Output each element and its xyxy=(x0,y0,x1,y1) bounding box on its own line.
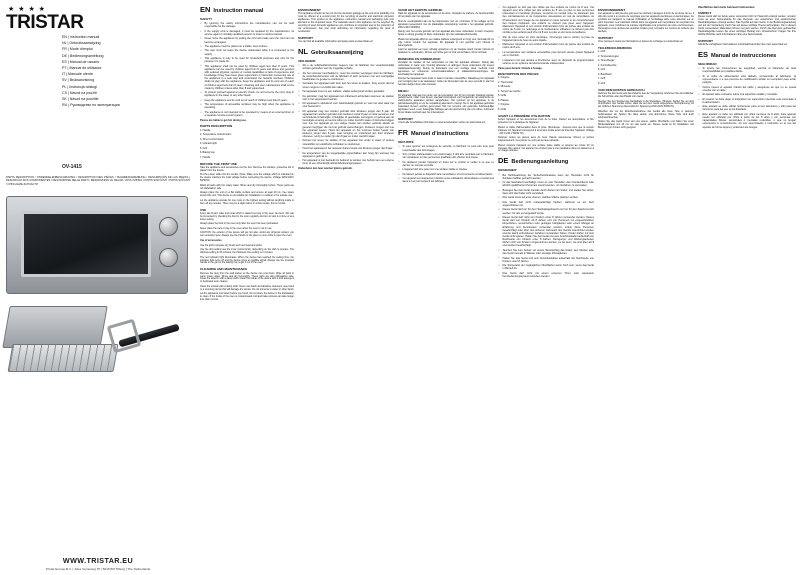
list-item: • Dit apparaat is uitsluitend voor huishoudelijk gebruik en voor het doel waar het voor bestemd is. xyxy=(303,102,395,108)
language-item: ES | Manual de usuario xyxy=(62,59,100,64)
cover-panel xyxy=(0,0,196,575)
note-hot-surfaces-nl: Onderdelen kan heet worden tijdens gebruik. xyxy=(298,167,353,171)
language-item: RU | Руководство по эксплуатации xyxy=(62,103,120,108)
list-item: • The appliance must be placed on a stable, level surface. xyxy=(205,45,295,48)
list-item: Use the drip setting use the inner control knob, depending on the dish to prepare. The drip/tray setting is 10 minutes; the thickness time setting is 2 minutes. xyxy=(200,248,294,254)
list-item: CAUTION: the exterior of the device will get hot also. Avoid any physical contact; you can seriously injure. Always use the handle or the glove or oven mitts to open the oven. xyxy=(200,231,294,238)
list-item: • Ist das Netzkabel beschädigt, muss es vom Hersteller, dem Kundendienst oder ähnlich qualifizierten Personen ersetzt werden, um Gefahren zu vermeiden. xyxy=(503,181,595,187)
list-safety-de xyxy=(498,174,594,279)
cleaning-list-nl xyxy=(398,62,494,87)
list-item: 1. Griff xyxy=(598,50,606,54)
list-item: Always place the food in the oven only after the oven has been preheated. xyxy=(200,222,279,226)
company-address: Tristar Europe B.V. | Jules Verneweg 87 | 5015 BH Tilburg | The Netherlands xyxy=(45,566,151,571)
heading-cleaning-en: CLEANING AND MAINTENANCE xyxy=(200,267,248,272)
list-item: • Ne laissez jamais le dispositif sans surveillance s'il est connecté à l'alimentation. xyxy=(403,173,495,176)
list-item: Waschen Sie vor der Erstinbetriebnahme des Geräts alle losen Teile in warmem Seifenwasser ab. Spülen Sie alles sauber und abtrocknen. Diese Teile sind auch spülmaschinenfest. xyxy=(598,109,694,119)
list-item: Placez toujours l'appareil sur une surface plane stable et assurez au moins 20 cm d'espace libre autour. Cet appareil ne convient pas à une installation dans un placard ou à un usage extérieur. xyxy=(498,143,594,153)
list-item: Sluit de voedingskabel aan op het stopcontact. (Let op: controleer of het voltage op het apparaat overeenkomt met de plaatselijke netspanning voordat u het apparaat gebruikt. 220V-240V 50/60Hz) xyxy=(398,19,494,29)
before-list-en xyxy=(200,167,294,206)
column-en-1 xyxy=(200,6,294,571)
list-item: • L'appareil doit être posé sur une surface stable et nivelée. xyxy=(403,168,495,171)
list-item: • Cet appareil ne doit pas être utilisé par des enfants de moins de 8 ans. Cet appareil peut être utilisé par des enfants de 8 ans ou plus et des personnes présentant un handicap physique, sensoriel ou mental voire ne disposant pas des connaissances et de l'expérience nécessaires en cas de surveillance ou d'instructions sur l'usage de cet appareil en toute sécurité et de compréhension des risques impliqués. Les enfants ne doivent pas jouer avec l'appareil. Maintenez l'appareil et son cordon d'alimentation hors de portée des enfants de moins de 8 ans. Le nettoyage et la maintenance utilisateur ne doivent pas être confiés à des enfants sauf s'ils ont 8 ans ou plus et sont sous surveillance. xyxy=(503,6,595,34)
list-item: • The temperature of accessible surfaces may be high when the appliance is operating. xyxy=(205,103,295,109)
list-item: • Este aparato se debe utilizar únicamente para el uso doméstico y sólo para las funciones para las que se ha diseñado. xyxy=(703,105,797,111)
list-item: 3. Timer-Regler xyxy=(598,59,615,63)
list-item: Remove the plug from the wall socket so the device can cool down. Wipe all parts in warm soapy water. Rinse and dry thoroughly. These parts are also dishwasher safe. Clean the exterior with a damp cloth. Clean the inside of the device with a mild detergent or dedicated oven cleaner. xyxy=(200,271,294,284)
column-en-2-nl xyxy=(298,6,394,571)
list-item: • Bewegen Sie das Gerät niemals durch Ziehen am Kabel, und stellen Sie sicher, dass sich das Kabel nicht verwickelt. xyxy=(503,189,595,195)
list-item: 8. Grill xyxy=(598,81,605,85)
section-header-de xyxy=(498,157,594,166)
list-item: Mettez le câble d'alimentation dans la prise. (Remarque : Assurez-vous que la tension indiquée sur l'appareil correspond à la tension locale avant de brancher l'appareil. Voltage : 220 V-240 V 50/60 Hz) xyxy=(498,125,594,135)
list-item: • This appliance shall not be used by children aged less than 8 years. This appliance can be used by children aged from 8 years and above and persons with reduced physical, sensory or mental capabilities or lack of experience and knowledge if they have been given supervision or instruction concerning use of the appliance in a safe way and understand the hazards involved. Children shall not play with the appliance. Keep the appliance and its cord out of reach of children aged less than 8 years. Cleaning and user maintenance shall not be made by children unless older than 8 and supervised. xyxy=(205,65,295,90)
heading-support-fr: SUPPORT xyxy=(598,35,613,40)
list-item: Nehmen Sie das Gerät und das Zubehör aus der Verpackung. Entfernen Sie die Aufkleber, die Schutzfolie oder das Plastik vom Gerät. xyxy=(598,92,694,98)
language-item: IT | Manuale utente xyxy=(62,72,93,77)
language-item: SV | Bruksanvisning xyxy=(62,78,95,83)
language-title-en: Instruction manual xyxy=(213,8,264,14)
language-item: FR | Mode d'emploi xyxy=(62,47,93,52)
heading-safety-nl: VEILIGHEID xyxy=(298,58,316,63)
list-item: • Dieses Gerät darf nur für den Haushaltsgebrauch und nur für den Zweck benutzt werden, für den es hergestellt wurde. xyxy=(503,208,595,214)
list-item: • Houd het apparaat en het netsnoer buiten bereik van kinderen jonger dan 8 jaar. xyxy=(303,147,395,150)
list-item: • Cet appareil est uniquement destiné à des utilisations domestiques et seulement dans le but pour lequel il est fabriqué. xyxy=(403,177,495,183)
list-item: Stellen Sie das Gerät immer auf eine ebene, stabile Oberfläche und halten Sie einen Mindestabstand von 20 cm um das Gerät ein. Dieses Gerät ist für Installation und Benutzung im Freien nicht geeignet. xyxy=(598,120,694,130)
heading-parts-de: TEILEBESCHREIBUNG xyxy=(598,45,632,50)
language-item: PL | Instrukcja obsługi xyxy=(62,84,97,89)
list-item: Plaats het apparaat altijd op een vlakke stabiele ondergrond en zorg voor minimaal 20 cm vrije ruimte rondom het apparaat. Dit apparaat is niet geschikt voor inbouw of buitengebruik. xyxy=(398,37,494,47)
list-item: • Never move the appliance by pulling the cord and make sure the cord can not become entangled. xyxy=(205,37,295,43)
list-item: 1. Poignée xyxy=(498,76,510,80)
list-item: Put the power cable into the socket. (Note: Make sure the voltage which is indicated on the device matches the local voltage before connecting the device. Voltage 220V-240V, 50/60Hz) xyxy=(200,173,294,183)
environment-text-nl: Dit apparaat mag aan het einde van de levensduur niet bij het normale huisafval worden gedeponeerd, maar moet bij een speciaal inzamelpunt voor hergebruik van elektrische en elektronische apparaten worden aangeboden. Het symbool op het apparaat, in de gebruiksaanwijzing en op de verpakking attendeert u hierop. De in het apparaat gebruikte materialen kunnen worden gerecycled. Met het recyclen van gebruikte huishoudelijke apparaten levert u een belangrijke bijdrage aan de bescherming van ons milieu. Informeer bij uw lokale overheid naar het inzamelpunt. xyxy=(398,93,494,115)
column-de-es xyxy=(698,6,796,571)
list-item: • El aparato debe colocarse sobre una superficie estable y nivelada. xyxy=(703,93,797,96)
list-item: • De gebruiker mag het apparaat niet onbeheerd achterlaten wanneer de stekker zich in het stopcontact bevindt. xyxy=(303,95,395,101)
list-item: The red indicator light illuminates. When the device has reached the setting time, the indicator light turns off and the device gives an audible signal. Always use the provided handle to the grid or the baking tray to get it out of the oven. xyxy=(200,255,294,265)
list-item: Always place the unit on a flat stable surface and ensure at least 20 cm. free space around the unit. This device is not suitable for installation in a cabinet or for outside use. xyxy=(200,191,294,198)
heading-before-first-use-en: BEFORE THE FIRST USE xyxy=(200,161,237,166)
section-header-nl xyxy=(298,48,394,57)
list-item: • The user must not leave the device unattended while it is connected to the supply. xyxy=(205,49,295,55)
list-item: Haal het apparaat en de accessoires uit de doos. Verwijder de stickers, de beschermfolie of het plastic van het apparaat. xyxy=(398,12,494,19)
heading-cleaning-nl: REINIGING EN ONDERHOUD xyxy=(398,56,441,61)
language-code-en: EN xyxy=(200,5,211,14)
support-text-fr: Vous retrouvez toutes les informations et pièces de rechange sur www.tristar.eu! xyxy=(598,39,683,43)
oven-image xyxy=(6,196,188,294)
column-nl-2-fr xyxy=(398,6,494,571)
heading-before-first-use-fr: AVANT LA PREMIÈRE UTILISATION xyxy=(498,113,551,118)
list-item: 2. Thermostat xyxy=(498,80,513,84)
language-title-nl: Gebruiksaanwijzing xyxy=(311,49,364,56)
language-item: CS | Návod na použití xyxy=(62,90,97,95)
language-code-nl: NL xyxy=(298,46,308,56)
heading-safety-de: SICHERHEIT xyxy=(498,168,517,173)
list-item: Never place the rack or tray in the oven when the oven is not in use. xyxy=(200,226,273,230)
heading-before-first-use-nl: VOOR HET EERSTE GEBRUIK xyxy=(398,8,443,12)
language-item: EN | Instruction manual xyxy=(62,35,100,39)
list-item: • Het apparaat is niet bedoeld om bediend te worden met behulp van een externe timer of een afzonderlijk afstandsbedieningssysteem. xyxy=(303,159,395,165)
list-item: • Dit apparaat mag niet worden gebruikt door kinderen jonger dan 8 jaar. Dit apparaat kan worden gebruikt door kinderen vanaf 8 jaar en door personen met verminderde lichamelijke, zintuiglijke of geestelijke vermogens of gebrek aan de benodigde ervaring en kennis indien ze onder toezicht staan of instructies krijgen over hoe het apparaat op een veilige manier kan worden gebruikt alsook de gevaren begrijpen die met het gebruik samenhangen. Kinderen mogen niet met het apparaat spelen. Houd het apparaat en het netsnoer buiten bereik van kinderen jonger dan 8 jaar. Laat reiniging en onderhoud niet door kinderen uitvoeren, tenzij ze ouder zijn dan 8 jaar en onder toezicht staan. xyxy=(303,110,395,138)
environment-text-de: Dieses Gerät darf am Ende seiner Lebenszeit nicht im Hausmüll entsorgt werden, sondern muss an einer Sammelstelle für das Recyceln von elektrischen und elektronischen Haushaltsgeräten entsorgt werden. Das Symbol auf dem Gerät, in der Bedienungsanleitung und auf der Verpackung macht Sie auf dieses wichtige Thema aufmerksam. Die in diesem Gerät verwendeten Materialien können recycelt werden. Durch das Recyceln gebrauchter Haushaltsgeräte leisten Sie einen wichtigen Beitrag zum Umweltschutz. Fragen Sie Ihre örtliche Behörde nach Informationen über eine Sammelstelle. xyxy=(698,15,796,37)
list-item: 2. Temperature control button xyxy=(200,133,232,137)
list-safety-es xyxy=(698,67,796,128)
parts-description-multilang: PARTS DESCRIPTION / ONDERDELENBESCHRIJVING / DESCRIPTION DES PIÈCES / TEILEBESCHREIBUNG / DESCRIPCIÓN DE LAS PIEZAS / DESCRIÇÃO DOS COMPONENTES / DESCRIZIONE DELLE PARTI / BESKRIVNING AV DELAR / OPIS CZĘŚCI / POPIS SOUČÁSTÍ / POPIS SÚČASTÍ / ОПИСАНИЕ ЗАПЧАСТИ xyxy=(6,176,190,186)
heading-safety-es: SEGURIDAD xyxy=(698,62,717,67)
support-text-nl: U kunt alle beschikbare informatie en reserveonderdelen vinden op www.tristar.eu! xyxy=(398,121,486,125)
heading-safety-fr: SÉCURITÉ xyxy=(398,140,414,145)
list-item: • Als u de veiligheidsinstructies negeert, kan de fabrikant niet verantwoordelijk worden gehouden voor de mogelijke schade. xyxy=(303,64,395,70)
timer-knob-icon xyxy=(159,248,178,267)
note-hot-surfaces-de: Oberflächen kann beim Gebrauch heiß werden. xyxy=(698,6,756,9)
list-item: • Nunca mueva el aparato tirando del cable y asegúrese de que no se pueda enredar con el cable. xyxy=(703,86,797,92)
heading-parts-fr: DESCRIPTION DES PIÈCES xyxy=(498,72,539,76)
list-item: Dompel het apparaat nooit onder in water of andere vloeistoffen. Raadpleeg het apparaat voor reiniging niet in de vaatwasser. Indien de binnenkant van de oven vervuild is, kan het bereiden langer duren dan normaal. xyxy=(398,77,494,87)
list-item: Clean the outside with a damp cloth. Never use harsh and abrasive cleansers, steel wool or a scouring pad as this will damage the device. Do not immerse in water or other liquid. xyxy=(200,284,294,291)
list-item: • The appliance is not intended to be operated by means of an external timer or a separate remote-control system. xyxy=(205,111,295,117)
subheading-accessories-en: Use of accessories xyxy=(200,238,222,242)
list-item: 5. Grill xyxy=(598,68,605,72)
list-safety-en xyxy=(200,22,294,117)
list-item: • Het apparaat moet op een stabiele, vlakke ondergrond worden geplaatst. xyxy=(303,90,395,93)
heading-support-nl: SUPPORT xyxy=(398,117,413,122)
accessories-photo xyxy=(6,300,186,374)
list-item: • To protect yourself against an electric shock, do not immerse the cord, plug or appliance in the water or any other liquid. xyxy=(205,91,295,97)
list-item: • El usuario no debe dejar el dispositivo sin supervisión mientras esté conectado a la alimentación. xyxy=(703,98,797,104)
list-item: • L'appareil n'est pas destiné à fonctionner avec un dispositif de programmation externe ou un système de télécommande indépendant. xyxy=(503,59,595,65)
product-photo xyxy=(6,196,186,292)
temperature-knob-icon xyxy=(159,217,178,236)
list-item: Use the grid to prepare dry foods such as bread and pizza. xyxy=(200,243,263,247)
list-item: • Si vous ignorez les consignes de sécurité, le fabricant ne peut être tenu pour responsable des dommages. xyxy=(403,145,495,151)
language-index xyxy=(62,34,152,108)
list-item: • Das Gerät darf nicht unbeaufsichtigt bleiben, während es am Netz angeschlossen ist. xyxy=(503,201,595,207)
before-list-fr xyxy=(498,119,594,153)
list-item: 4. Kontrollleuchte xyxy=(598,63,617,67)
list-item: 4. Indicator light xyxy=(200,142,217,146)
list-item: • La température des surfaces accessibles peut devenir élevée quand l'appareil est en fonction. xyxy=(503,51,595,57)
brand-name: TRISTAR xyxy=(6,12,84,33)
list-item: • Si el cable de alimentación está dañado, corresponde al fabricante, al representante o a una persona de cualificación similar su reemplazo para evitar peligros. xyxy=(703,75,797,84)
heading-environment-en: ENVIRONMENT xyxy=(298,8,321,12)
language-title-fr: Manuel d'instructions xyxy=(411,131,469,138)
language-item: NL | Gebruiksaanwijzing xyxy=(62,41,101,46)
list-item: • Afin de vous éviter un choc électrique, n'immergez pas le cordon, la prise ou l'appareil dans de l'eau ou autre liquide. xyxy=(503,36,595,42)
list-item: • Die Temperatur der zugänglichen Oberflächen kann hoch sein, wenn das Gerät in Betrieb ist. xyxy=(503,264,595,270)
list-item: • Dieses Gerät darf nicht von Kindern unter 8 Jahren verwendet werden. Dieses Gerät darf von Kindern ab 8 Jahren und von Personen mit eingeschränkten körperlichen, sensorischen oder geistigen Fähigkeiten oder einem Mangel an Erfahrung und Kenntnissen verwendet werden, sofern diese Personen beaufsichtigt oder über den sicheren Gebrauch des Geräts unterrichtet wurden und die damit verbundenen Gefahren verstanden haben. Kinder dürfen mit dem Gerät nicht spielen. Halten Sie das Gerät und sein Anschlusskabel außerhalb der Reichweite von Kindern unter 8 Jahren. Reinigungs- und Wartungsarbeiten dürfen nicht von Kindern vorgenommen werden, es sei denn, sie sind älter als 8 und werden beaufsichtigt. xyxy=(503,216,595,248)
list-item: • Tauchen Sie zum Schutz vor einem Stromschlag das Kabel, den Stecker oder das Gerät niemals in Wasser oder sonstige Flüssigkeiten. xyxy=(503,249,595,255)
cover-footer xyxy=(6,556,190,571)
list-item: Let the appliance operate for one cycle on the highest setting without anything inside to burn off any residue. There may be a slight odour or a little smoke, this is normal. xyxy=(200,198,294,205)
support-text-en: You can find all available information and spare parts at www.tristar.eu! xyxy=(298,39,373,43)
language-code-de: DE xyxy=(498,156,509,166)
environment-text-en: This appliance should not be put into the domestic garbage at the end of its durability, but must be offered at a central point for the recycling of electric and electronic domestic appliances. This symbol on the appliance, instruction manual and packaging puts your attention to this important issue. The materials used in this appliance can be recycled. By recycling of used domestic appliances you contribute an important step to the protection of our environment. Ask your local authorities for information regarding the point of recollection. xyxy=(298,12,394,33)
list-item: Sortez l'appareil et les accessoires hors de la boîte. Retirez les autocollants, le film protecteur ou le plastique de l'appareil. xyxy=(498,118,594,125)
heading-environment-de: UMWELT xyxy=(698,11,712,16)
list-item: Nettoyez toutes les pièces avec de l'eau chaude savonneuse. Rincez et séchez soigneusement. Ces pièces ne vont pas au lave-vaisselle. xyxy=(498,136,594,142)
heading-support-en: SUPPORT xyxy=(298,35,313,40)
list-safety-nl xyxy=(298,64,394,165)
list-item: Stecken Sie den Stecker des Netzkabels in die Steckdose. (Hinweis: Stellen Sie vor dem Anschließen des Geräts sicher, dass die auf dem Gerät angegebene Netzspannung mit der örtlichen Spannung übereinstimmt. Spannung 220V-240V 50/60 Hz) xyxy=(598,99,694,109)
language-item: PT | Manual de utilizador xyxy=(62,66,102,71)
model-number: OV-1415 xyxy=(62,164,82,170)
list-item: • This appliance is only to be used for household purposes and only for the purpose it is made for. xyxy=(205,57,295,63)
grill-rack-image xyxy=(8,344,119,372)
section-header-es xyxy=(698,51,796,60)
stars-icon: ★ ★ ★ ★ xyxy=(8,6,46,13)
language-code-fr: FR xyxy=(398,128,408,138)
list-item: Reinig voor het eerste gebruik van het apparaat alle losse onderdelen in warm zeepsop. Spoel en droog grondig af. Deze onderdelen zijn niet vaatwasserbestendig. xyxy=(398,30,494,37)
list-item: Take the appliance and accessories out the box. Remove the stickers, protective foil or plastic from the device. xyxy=(200,165,294,172)
list-item: • Verplaats het apparaat nooit door aan het snoer te trekken. Zorg ervoor dat het snoer nergens in verstrikt kan raken. xyxy=(303,82,395,88)
environment-text-fr: Cet appareil ne doit pas être jeté avec les déchets ménagers à la fin de sa durée de vie, il doit être remis à un centre de recyclage pour les appareils électriques et électroniques. Ce symbole sur l'appareil, le manuel d'utilisation et l'emballage attire votre attention sur un point important. Les matériaux utilisés dans cet appareil sont recyclables. En recyclant vos appareils, vous contribuez de manière significative à la protection de notre environnement. Renseignez-vous auprès des autorités locales pour connaître les centres de collecte des déchets. xyxy=(598,12,694,33)
list-item: Verwijder de stekker uit het stopcontact en laat het apparaat afkoelen. Reinig alle onderdelen in warm sop. Grondig afspoelen en afdrogen. Deze onderdelen zijn tevens vaatwasserbestendig. Reinig de buitenkant met een vochtige doek. Gebruik nooit agressieve en schurende schoonmaakmiddelen of staalwol/schuursponsjes. Dit beschadigt het apparaat. xyxy=(398,61,494,76)
support-text-de: Sämtliche verfügbaren Informationen und Ersatzteile finden Sie unter www.tristar.eu! xyxy=(698,43,788,47)
list-item: 2. Temperaturregler xyxy=(598,54,619,58)
list-item: 3. Minuterie xyxy=(498,85,511,89)
website-url[interactable]: WWW.TRISTAR.EU xyxy=(62,555,134,565)
list-safety-fr-cont xyxy=(498,6,594,65)
list-item: Food, like bread, cake and meat which is baked too long in the oven can burn; this can be prevented by checking the food in the oven regularly and turn to stop it on time or at a lower setting. xyxy=(200,211,294,221)
list-item: 7. Handle xyxy=(200,155,211,159)
list-item: 5. Grill xyxy=(200,146,207,150)
heading-parts-en: PARTS DESCRIPTION xyxy=(200,124,233,129)
list-item: 7. Poignée xyxy=(498,103,510,107)
heading-use-en: USE xyxy=(200,207,207,212)
use-list-en xyxy=(200,213,294,266)
language-item: SK | Návod na použitie xyxy=(62,97,99,102)
oven-knobs xyxy=(155,211,181,273)
heading-environment-nl: MILIEU xyxy=(398,89,409,94)
parts-list-en xyxy=(200,130,294,160)
list-item: 3. Timer control button xyxy=(200,137,224,141)
list-item: • Als het netsnoer beschadigd is, moet het worden vervangen door de fabrikant, de onderhoudsmonteur van de fabrikant of door personen met een soortgelijke kwalificatie om gevaar te voorkomen. xyxy=(303,72,395,81)
list-item: • Halten Sie das Gerät und sein Anschlusskabel außerhalb der Reichweite von Kindern unter 8 Jahren. xyxy=(503,257,595,263)
list-item: 6. Backblech xyxy=(598,72,612,76)
list-item: 5. Grille xyxy=(498,94,507,98)
list-item: • Dompel het snoer, de stekker of het apparaat niet onder in water of andere vloeistoffen om elektrische schokken te voorkomen. xyxy=(303,139,395,145)
parts-list-fr xyxy=(498,77,594,112)
list-item: 1. Handle xyxy=(200,128,211,132)
parts-list-de xyxy=(598,51,694,86)
list-item: • Maintenez l'appareil et son cordon d'alimentation hors de portée des enfants de moins de 8 ans. xyxy=(503,43,595,49)
heading-before-first-use-de: VOR DEM ERSTEN GEBRAUCH xyxy=(598,87,645,92)
list-item: • By ignoring the safety instructions the manufacturer can not be held responsible for the damage. xyxy=(205,22,295,28)
column-fr-env-de xyxy=(598,6,694,571)
oven-door-glass xyxy=(21,211,151,277)
language-title-es: Manual de instrucciones xyxy=(711,53,777,60)
list-item: • Este aparato no debe ser utilizado por niños menores de 8 años. Este aparato puede ser utilizado por niños a partir de los 8 años y por personas con capacidades físicas, sensoriales o mentales reducidas, o que no tengan experiencia ni conocimientos, sin son supervisados o instruidos en el uso del aparato de forma segura y entienden los riesgos. xyxy=(703,113,797,129)
list-item: Let the appliance cool down before you touch. Do not place the device in the dishwasher to clean. If the inside of the oven is contaminated, boil and bake process can take longer time than normal. xyxy=(200,292,294,302)
language-title-de: Bedienungsanleitung xyxy=(511,159,569,166)
section-header-en xyxy=(200,6,294,15)
list-item: Laat het apparaat een keer volledig opwarmen op de hoogste stand zonder inhoud om restanten te verbranden. Dit kan een lichte geur of rook veroorzaken. Dit is normaal. xyxy=(398,48,494,55)
language-item: DE | Bedienungsanleitung xyxy=(62,53,104,58)
list-item: • Keep the appliance and its cord out of reach of children less than 8 years. xyxy=(205,99,295,102)
language-code-es: ES xyxy=(698,50,709,60)
handle-hook xyxy=(107,319,142,354)
brand-lockup xyxy=(6,6,192,32)
section-header-fr xyxy=(398,129,494,138)
list-item: 6. Baking tray xyxy=(200,151,215,155)
list-item: • Si ignora las instrucciones de seguridad, eximirá al fabricante de toda responsabilidad por posibles daños. xyxy=(703,67,797,73)
list-item: • Das Gerät darf nicht mit einem externen Timer oder separatem Fernbedienungssystem betrieben werden. xyxy=(503,272,595,278)
column-fr-2 xyxy=(498,6,594,571)
list-item: • If the supply cord is damaged, it must be replaced by the manufacturer, its service agent or similarly qualified persons in order to avoid a hazard. xyxy=(205,30,295,36)
list-safety-fr xyxy=(398,145,494,183)
list-item: • Das Gerät muss auf einer ebenen, stabilen Fläche platziert werden. xyxy=(503,196,595,199)
list-item: Wash all parts with hot soapy water. Rinse and dry thoroughly before. These parts are not dishwasher safe. xyxy=(200,183,294,190)
list-item: 8. Grille xyxy=(498,107,507,111)
note-hot-surfaces-fr: Pièce peut devenir chaude à l'usage. xyxy=(498,66,543,70)
baking-tray-image xyxy=(2,306,107,348)
heading-support-de: SUPPORT xyxy=(698,38,713,43)
list-item: • Si le cordon d'alimentation est endommagé, il doit être remplacé par le fabricant, son réparateur ou des personnes qualifiées afin d'éviter tout risque. xyxy=(403,153,495,159)
heading-safety-en: SAFETY xyxy=(200,17,213,21)
handle-tool-image xyxy=(110,306,184,366)
heading-environment-fr: ENVIRONNEMENT xyxy=(598,8,626,12)
before-list-nl xyxy=(398,13,494,55)
list-item: • Ne déplacez jamais l'appareil en tirant sur le cordon et veillez à ce que ce dernier ne soit pas emmêlé. xyxy=(403,161,495,167)
before-list-de xyxy=(598,93,694,130)
list-item: 4. Témoin de marche xyxy=(498,89,521,93)
list-item: 7. Griff xyxy=(598,77,606,81)
cleaning-list-en xyxy=(200,273,294,303)
list-item: • De temperatuur van de toegankelijke oppervlakken kan hoog zijn wanneer het apparaat in gebruik is. xyxy=(303,152,395,158)
note-hot-surfaces-en: Pieces are liable to get hot during use. xyxy=(200,119,247,123)
list-item: • Bei Nichtbeachtung der Sicherheitshinweise kann der Hersteller nicht für Schäden haftbar gemacht werden. xyxy=(503,174,595,180)
list-item: 6. Plateau xyxy=(498,98,509,102)
